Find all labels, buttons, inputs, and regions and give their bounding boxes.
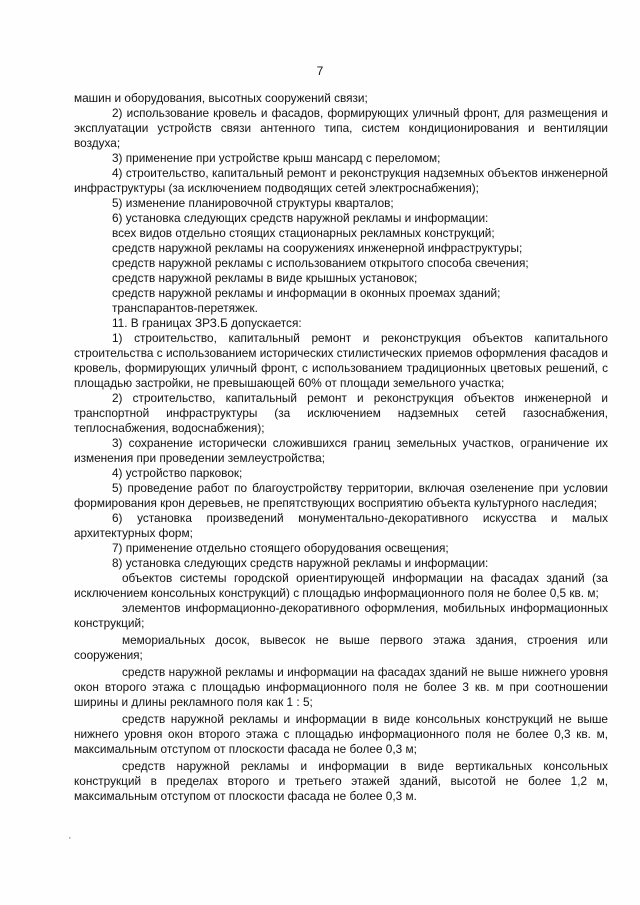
paragraph: 1) строительство, капитальный ремонт и реконструкция объектов капитального строительства с использованием исторических стилистических приемов оформления фасадов и кровель, формирующих уличный фронт, с использованием традиционных цветовых решений, с площадью застройки, не превышающей 60% от площади земельного участка; xyxy=(74,331,608,390)
page-number: 7 xyxy=(316,64,324,78)
paragraph: 2) использование кровель и фасадов, формирующих уличный фронт, для размещения и эксплуатации устройств связи антенного типа, систем кондиционирования и вентиляции воздуха; xyxy=(74,106,608,150)
paragraph: 2) строительство, капитальный ремонт и реконструкция объектов инженерной и транспортной инфраструктуры (за исключением надземных сетей газоснабжения, теплоснабжения, водоснабжения); xyxy=(74,391,608,435)
paragraph: средств наружной рекламы с использованием открытого способа свечения; xyxy=(112,256,529,270)
paragraph: 6) установка произведений монументально-декоративного искусства и малых архитектурных форм; xyxy=(74,511,608,540)
document-body xyxy=(74,91,608,804)
paragraph: средств наружной рекламы в виде крышных установок; xyxy=(112,271,418,285)
paragraph: средств наружной рекламы и информации в оконных проемах зданий; xyxy=(112,286,501,300)
paragraph: 8) установка следующих средств наружной рекламы и информации: xyxy=(112,556,489,570)
paragraph: средств наружной рекламы на сооружениях инженерной инфраструктуры; xyxy=(112,241,523,255)
paragraph: 5) проведение работ по благоустройству территории, включая озеленение при условии формирования крон деревьев, не препятствующих восприятию объекта культурного наследия; xyxy=(74,481,608,510)
paragraph: 5) изменение планировочной структуры кварталов; xyxy=(112,196,394,210)
paragraph: мемориальных досок, вывесок не выше первого этажа здания, строения или сооружения; xyxy=(74,633,608,662)
section-heading: 11. В границах ЗРЗ.Б допускается: xyxy=(112,316,302,330)
paragraph: элементов информационно-декоративного оформления, мобильных информационных конструкций; xyxy=(74,601,608,630)
paragraph: машин и оборудования, высотных сооружений связи; xyxy=(74,91,368,105)
paragraph: 4) строительство, капитальный ремонт и реконструкция надземных объектов инженерной инфраструктуры (за исключением подводящих сетей электроснабжения); xyxy=(74,166,608,195)
paragraph: всех видов отдельно стоящих стационарных рекламных конструкций; xyxy=(112,226,495,240)
paragraph: средств наружной рекламы и информации в виде вертикальных консольных конструкций в пределах второго и третьего этажей зданий, высотой не более 1,2 м, максимальным отступом от плоскости фасада не более 0,3 м. xyxy=(74,759,608,803)
paragraph: 7) применение отдельно стоящего оборудования освещения; xyxy=(112,541,449,555)
paragraph: объектов системы городской ориентирующей информации на фасадах зданий (за исключением консольных конструкций) с площадью информационного поля не более 0,5 кв. м; xyxy=(74,571,608,600)
paragraph: 6) установка следующих средств наружной рекламы и информации: xyxy=(112,211,489,225)
paragraph: 3) применение при устройстве крыш мансард с переломом; xyxy=(112,151,441,165)
paragraph: 4) устройство парковок; xyxy=(112,466,243,480)
margin-dot: · xyxy=(68,832,72,844)
paragraph: 3) сохранение исторически сложившихся границ земельных участков, ограничение их изменения при проведении землеустройства; xyxy=(74,436,608,465)
paragraph: средств наружной рекламы и информации на фасадах зданий не выше нижнего уровня окон второго этажа с площадью информационного поля не более 3 кв. м при соотношении ширины и длины рекламного поля как 1 : 5; xyxy=(74,665,608,709)
paragraph: транспарантов-перетяжек. xyxy=(112,301,258,315)
paragraph: средств наружной рекламы и информации в виде консольных конструкций не выше нижнего уровня окон второго этажа с площадью информационного поля не более 0,3 кв. м, максимальным отступом от плоскости фасада не более 0,3 м; xyxy=(74,712,608,756)
